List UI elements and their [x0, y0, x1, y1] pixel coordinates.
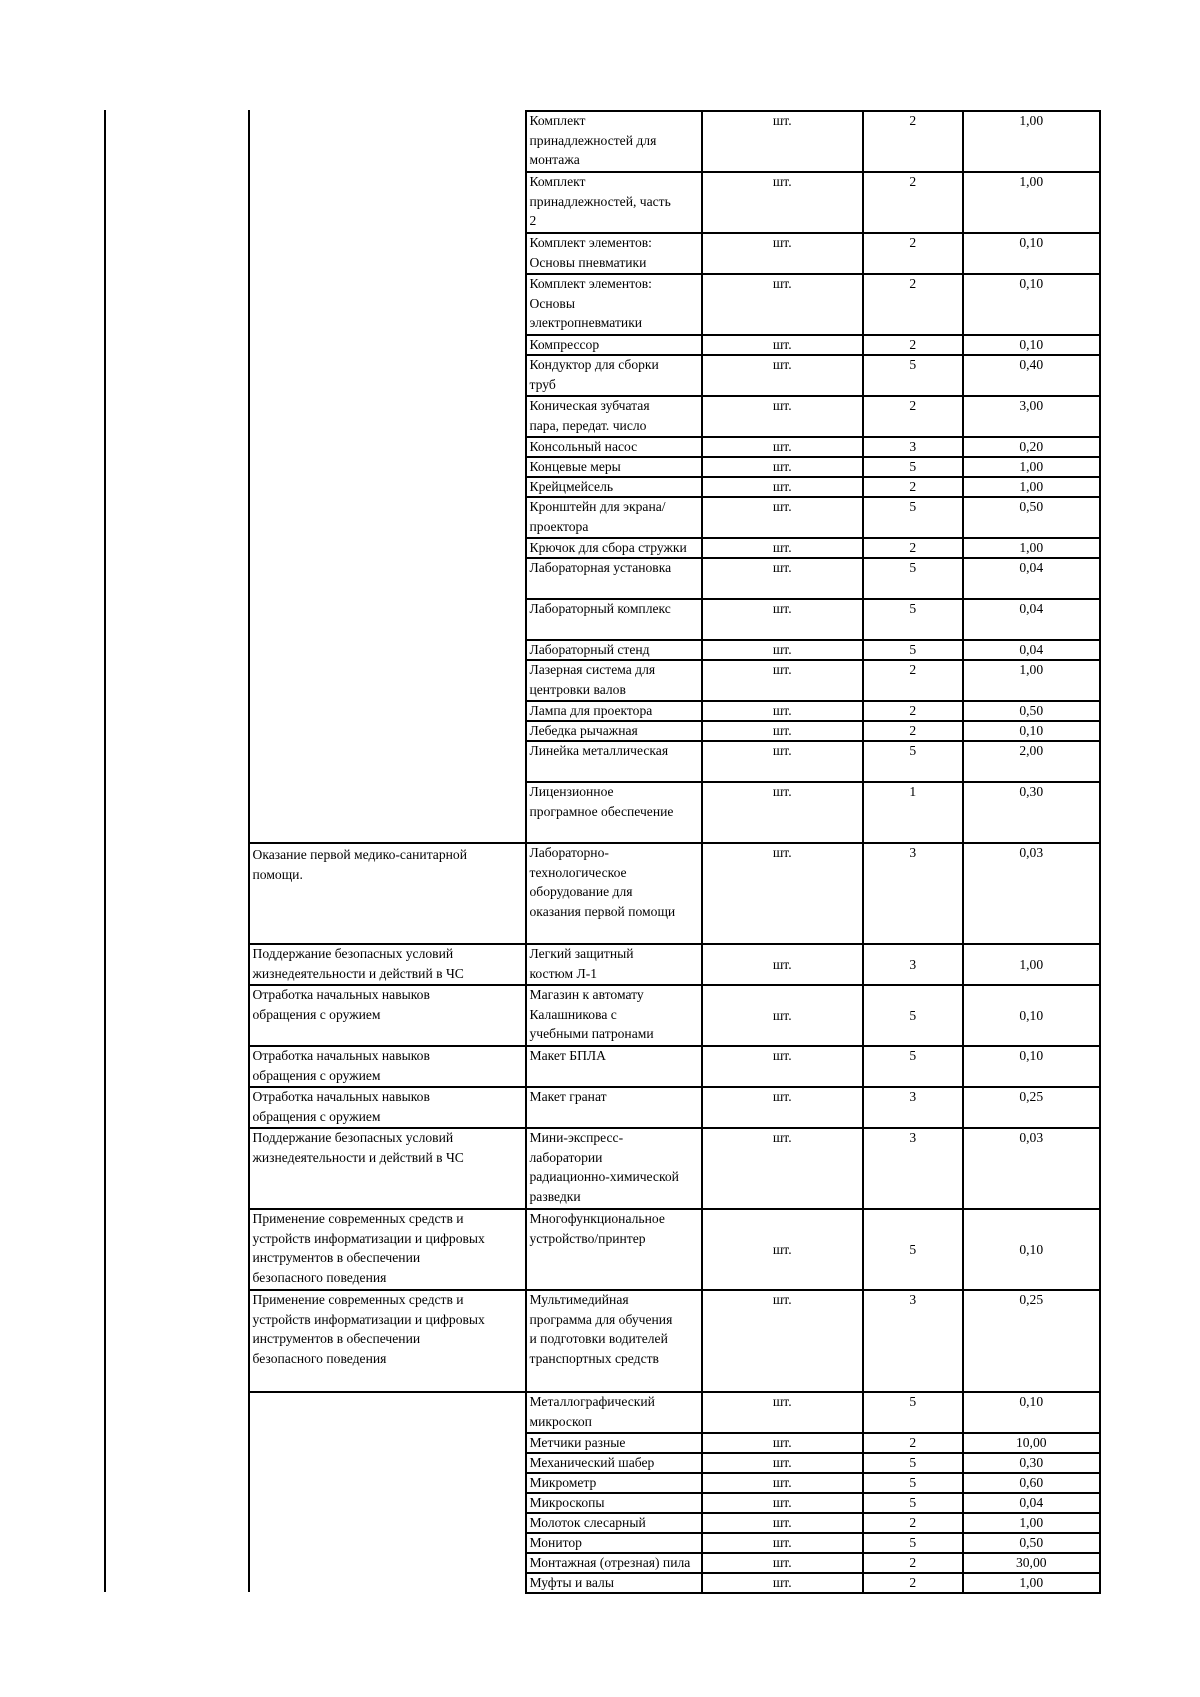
quantity-cell: 5 [909, 642, 917, 657]
purpose-row-line [248, 1391, 525, 1393]
item-name-cell: Кондуктор для сборки труб [529, 357, 659, 392]
purpose-cell: Оказание первой медико-санитарной помощи. [252, 847, 467, 882]
quantity-cell: 5 [909, 1495, 917, 1510]
coefficient-cell: 0,60 [1019, 1475, 1044, 1490]
quantity-cell: 3 [909, 1292, 917, 1307]
coefficient-cell: 0,50 [1019, 703, 1044, 718]
quantity-cell: 2 [909, 113, 917, 128]
quantity-cell: 5 [909, 357, 917, 372]
coefficient-cell: 0,25 [1019, 1089, 1044, 1104]
quantity-cell: 2 [909, 662, 917, 677]
coefficient-cell: 0,04 [1019, 560, 1044, 575]
item-name-cell: Концевые меры [529, 459, 621, 474]
quantity-cell: 5 [909, 1475, 917, 1490]
quantity-cell: 5 [909, 1394, 917, 1409]
coefficient-cell: 0,50 [1019, 1535, 1044, 1550]
unit-cell: шт. [772, 337, 792, 352]
item-name-cell: Комплект принадлежностей, часть 2 [529, 174, 671, 228]
item-name-cell: Металлографический микроскоп [529, 1394, 655, 1429]
coefficient-cell: 1,00 [1019, 174, 1044, 189]
quantity-cell: 3 [909, 1130, 917, 1145]
item-name-cell: Лебедка рычажная [529, 723, 638, 738]
quantity-cell: 2 [909, 703, 917, 718]
unit-cell: шт. [772, 560, 792, 575]
unit-cell: шт. [772, 1292, 792, 1307]
purpose-cell: Поддержание безопасных условий жизнедеятельности и действий в ЧС [252, 1130, 464, 1165]
coefficient-cell: 0,20 [1019, 439, 1044, 454]
quantity-cell: 5 [909, 1007, 917, 1023]
coefficient-cell: 0,04 [1019, 642, 1044, 657]
coefficient-cell: 0,04 [1019, 1495, 1044, 1510]
quantity-cell: 2 [909, 174, 917, 189]
unit-cell: шт. [772, 1575, 792, 1590]
unit-cell: шт. [772, 1535, 792, 1550]
purpose-cell: Отработка начальных навыков обращения с оружием [252, 1048, 430, 1083]
quantity-cell: 3 [909, 1089, 917, 1104]
coefficient-cell: 1,00 [1019, 1515, 1044, 1530]
unit-cell: шт. [772, 459, 792, 474]
item-name-cell: Крейцмейсель [529, 479, 614, 494]
coefficient-cell: 2,00 [1019, 743, 1044, 758]
unit-cell: шт. [772, 398, 792, 413]
quantity-cell: 2 [909, 1575, 917, 1590]
item-name-cell: Крючок для сбора стружки [529, 540, 687, 555]
item-name-cell: Лампа для проектора [529, 703, 653, 718]
coefficient-cell: 0,30 [1019, 1455, 1044, 1470]
unit-cell: шт. [772, 174, 792, 189]
unit-cell: шт. [772, 784, 792, 799]
item-name-cell: Метчики разные [529, 1435, 626, 1450]
quantity-cell: 2 [909, 276, 917, 291]
quantity-cell: 5 [909, 1455, 917, 1470]
purpose-cell: Поддержание безопасных условий жизнедеятельности и действий в ЧС [252, 946, 464, 981]
item-name-cell: Макет гранат [529, 1089, 607, 1104]
coefficient-cell: 1,00 [1019, 113, 1044, 128]
item-name-cell: Лабораторный комплекс [529, 601, 671, 616]
item-name-cell: Лицензионное програмное обеспечение [529, 784, 674, 819]
item-name-cell: Коническая зубчатая пара, передат. число [529, 398, 650, 433]
unit-cell: шт. [772, 1394, 792, 1409]
coefficient-cell: 0,40 [1019, 357, 1044, 372]
coefficient-cell: 1,00 [1019, 459, 1044, 474]
coefficient-cell: 10,00 [1015, 1435, 1047, 1450]
quantity-cell: 5 [909, 499, 917, 514]
item-name-cell: Мультимедийная программа для обучения и подготовки водителей транспортных средств [529, 1292, 673, 1366]
unit-cell: шт. [772, 1475, 792, 1490]
unit-cell: шт. [772, 1007, 792, 1023]
quantity-cell: 2 [909, 1515, 917, 1530]
unit-cell: шт. [772, 956, 792, 972]
item-name-cell: Муфты и валы [529, 1575, 614, 1590]
unit-cell: шт. [772, 113, 792, 128]
quantity-cell: 5 [909, 1048, 917, 1063]
unit-cell: шт. [772, 703, 792, 718]
unit-cell: шт. [772, 1435, 792, 1450]
item-name-cell: Механический шабер [529, 1455, 655, 1470]
quantity-cell: 3 [909, 956, 917, 972]
purpose-cell: Отработка начальных навыков обращения с оружием [252, 1089, 430, 1124]
unit-cell: шт. [772, 540, 792, 555]
quantity-cell: 5 [909, 743, 917, 758]
item-name-cell: Лазерная система для центровки валов [529, 662, 656, 697]
unit-cell: шт. [772, 662, 792, 677]
item-name-cell: Консольный насос [529, 439, 638, 454]
coefficient-cell: 0,50 [1019, 499, 1044, 514]
unit-cell: шт. [772, 1241, 792, 1257]
item-name-cell: Микрометр [529, 1475, 597, 1490]
purpose-cell: Применение современных средств и устройств информатизации и цифровых инструментов в обеспечении безопасного поведения [252, 1292, 485, 1366]
coefficient-cell: 30,00 [1015, 1555, 1047, 1570]
quantity-cell: 5 [909, 560, 917, 575]
item-name-cell: Магазин к автомату Калашникова с учебными патронами [529, 987, 654, 1041]
quantity-cell: 2 [909, 723, 917, 738]
item-name-cell: Легкий защитный костюм Л-1 [529, 946, 634, 981]
unit-cell: шт. [772, 1515, 792, 1530]
item-name-cell: Лабораторная установка [529, 560, 672, 575]
item-name-cell: Многофункциональное устройство/принтер [529, 1211, 665, 1246]
item-name-cell: Мини-экспресс- лаборатории радиационно-химической разведки [529, 1130, 679, 1204]
coefficient-cell: 1,00 [1019, 1575, 1044, 1590]
unit-cell: шт. [772, 1555, 792, 1570]
quantity-cell: 5 [909, 459, 917, 474]
item-name-cell: Линейка металлическая [529, 743, 669, 758]
coefficient-cell: 1,00 [1019, 479, 1044, 494]
item-name-cell: Молоток слесарный [529, 1515, 646, 1530]
item-name-cell: Лабораторный стенд [529, 642, 650, 657]
unit-cell: шт. [772, 479, 792, 494]
unit-cell: шт. [772, 601, 792, 616]
unit-cell: шт. [772, 723, 792, 738]
item-name-cell: Кронштейн для экрана/ проектора [529, 499, 666, 534]
unit-cell: шт. [772, 642, 792, 657]
unit-cell: шт. [772, 499, 792, 514]
coefficient-cell: 0,30 [1019, 784, 1044, 799]
quantity-cell: 2 [909, 540, 917, 555]
coefficient-cell: 1,00 [1019, 956, 1044, 972]
item-name-cell: Комплект элементов: Основы электропневматики [529, 276, 652, 330]
coefficient-cell: 0,10 [1019, 1007, 1044, 1023]
unit-cell: шт. [772, 1495, 792, 1510]
unit-cell: шт. [772, 276, 792, 291]
item-name-cell: Микроскопы [529, 1495, 605, 1510]
unit-cell: шт. [772, 743, 792, 758]
quantity-cell: 3 [909, 845, 917, 860]
unit-cell: шт. [772, 357, 792, 372]
unit-cell: шт. [772, 1455, 792, 1470]
unit-cell: шт. [772, 1048, 792, 1063]
column-line-4 [1099, 110, 1101, 1592]
purpose-cell: Применение современных средств и устройств информатизации и цифровых инструментов в обеспечении безопасного поведения [252, 1211, 485, 1285]
coefficient-cell: 1,00 [1019, 662, 1044, 677]
unit-cell: шт. [772, 439, 792, 454]
item-name-cell: Компрессор [529, 337, 600, 352]
item-name-cell: Монитор [529, 1535, 582, 1550]
left-border-line [104, 110, 106, 1592]
item-name-cell: Комплект элементов: Основы пневматики [529, 235, 652, 270]
coefficient-cell: 0,10 [1019, 1241, 1044, 1257]
quantity-cell: 5 [909, 601, 917, 616]
coefficient-cell: 0,10 [1019, 235, 1044, 250]
quantity-cell: 2 [909, 1435, 917, 1450]
coefficient-cell: 0,10 [1019, 1394, 1044, 1409]
quantity-cell: 2 [909, 1555, 917, 1570]
coefficient-cell: 0,10 [1019, 276, 1044, 291]
coefficient-cell: 0,25 [1019, 1292, 1044, 1307]
purpose-cell: Отработка начальных навыков обращения с оружием [252, 987, 430, 1022]
unit-cell: шт. [772, 1130, 792, 1145]
item-name-cell: Монтажная (отрезная) пила [529, 1555, 691, 1570]
item-name-cell: Комплект принадлежностей для монтажа [529, 113, 657, 167]
coefficient-cell: 1,00 [1019, 540, 1044, 555]
coefficient-cell: 0,10 [1019, 723, 1044, 738]
coefficient-cell: 0,10 [1019, 1048, 1044, 1063]
coefficient-cell: 0,03 [1019, 845, 1044, 860]
table-bottom-line [525, 1592, 1101, 1594]
quantity-cell: 2 [909, 337, 917, 352]
unit-cell: шт. [772, 1089, 792, 1104]
coefficient-cell: 0,03 [1019, 1130, 1044, 1145]
item-name-cell: Лабораторно- технологическое оборудование для оказания первой помощи [529, 845, 676, 919]
quantity-cell: 1 [909, 784, 917, 799]
unit-cell: шт. [772, 235, 792, 250]
quantity-cell: 3 [909, 439, 917, 454]
quantity-cell: 5 [909, 1535, 917, 1550]
coefficient-cell: 0,10 [1019, 337, 1044, 352]
coefficient-cell: 3,00 [1019, 398, 1044, 413]
quantity-cell: 2 [909, 479, 917, 494]
quantity-cell: 2 [909, 235, 917, 250]
quantity-cell: 5 [909, 1241, 917, 1257]
quantity-cell: 2 [909, 398, 917, 413]
item-name-cell: Макет БПЛА [529, 1048, 606, 1063]
unit-cell: шт. [772, 845, 792, 860]
coefficient-cell: 0,04 [1019, 601, 1044, 616]
